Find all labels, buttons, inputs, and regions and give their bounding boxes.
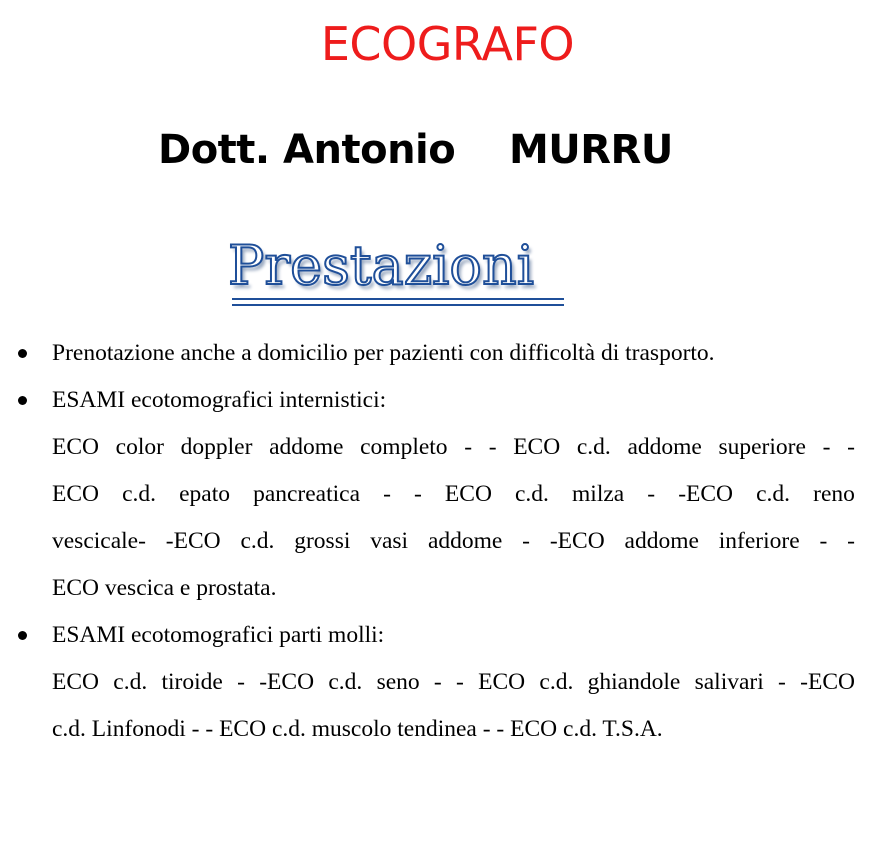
word: completo (360, 434, 448, 460)
section-heading-underline (232, 298, 564, 306)
word: seno (376, 669, 420, 695)
word: superiore (718, 434, 806, 460)
word: -ECO (800, 669, 855, 695)
word: - (464, 434, 473, 460)
word: - (383, 481, 391, 507)
word: -ECO (259, 669, 315, 695)
word: doppler (180, 434, 253, 460)
word: - (456, 669, 464, 695)
word: -ECO (678, 481, 734, 507)
list-item (0, 612, 855, 753)
item-text-line (52, 471, 855, 518)
word: -ECO (165, 528, 221, 554)
item-text-line: c.d. Linfonodi - - ECO c.d. muscolo tendinea - - ECO c.d. T.S.A. (52, 716, 663, 742)
item-text-line (52, 518, 855, 565)
word: c.d. (756, 481, 791, 507)
word: salivari (694, 669, 764, 695)
word: - (819, 528, 828, 554)
doctor-name: Dott. Antonio MURRU (158, 127, 673, 173)
item-text-line (52, 659, 855, 706)
word: c.d. (539, 669, 574, 695)
word: c.d. (328, 669, 363, 695)
word: vasi (370, 528, 409, 554)
word: pancreatica (253, 481, 361, 507)
word: reno (813, 481, 855, 507)
word: ECO (444, 481, 492, 507)
item-text-line: ECO vescica e prostata. (52, 575, 277, 601)
word: c.d. (240, 528, 275, 554)
word: - (822, 434, 831, 460)
bullet-icon (18, 396, 27, 405)
word: c.d. (122, 481, 157, 507)
word: milza (572, 481, 625, 507)
word: - (522, 528, 530, 554)
word: - (414, 481, 422, 507)
word: -ECO (549, 528, 605, 554)
word: c.d. (515, 481, 549, 507)
item-text: Prenotazione anche a domicilio per pazienti con difficoltà di trasporto. (52, 340, 715, 366)
word: - (237, 669, 245, 695)
word: addome (427, 528, 503, 554)
word: c.d. (113, 669, 148, 695)
word: - (847, 434, 855, 460)
item-heading: ESAMI ecotomografici parti molli: (52, 622, 385, 648)
word: addome (627, 434, 702, 460)
word: - (847, 528, 855, 554)
bullet-icon (18, 349, 27, 358)
services-list (0, 330, 895, 753)
document-title: ECOGRAFO (320, 17, 575, 71)
word: - (778, 669, 786, 695)
word: epato (179, 481, 230, 507)
word: tiroide (161, 669, 223, 695)
word: ECO (513, 434, 561, 460)
word: grossi (294, 528, 351, 554)
word: color (115, 434, 164, 460)
word: addome (624, 528, 699, 554)
word: c.d. (576, 434, 611, 460)
word: addome (269, 434, 344, 460)
word: - (647, 481, 656, 507)
list-item (0, 330, 855, 377)
word: ECO (52, 434, 99, 460)
word: ECO (52, 669, 99, 695)
word: ECO (52, 481, 99, 507)
section-heading: Prestazioni (228, 234, 534, 297)
word: ghiandole (587, 669, 681, 695)
word: vescicale- (52, 528, 146, 554)
word: - (433, 669, 442, 695)
item-heading: ESAMI ecotomografici internistici: (52, 387, 387, 413)
word: inferiore (718, 528, 800, 554)
word: ECO (478, 669, 526, 695)
word: - (488, 434, 497, 460)
item-text-line (52, 424, 855, 471)
bullet-icon (18, 631, 27, 640)
list-item (0, 377, 855, 612)
